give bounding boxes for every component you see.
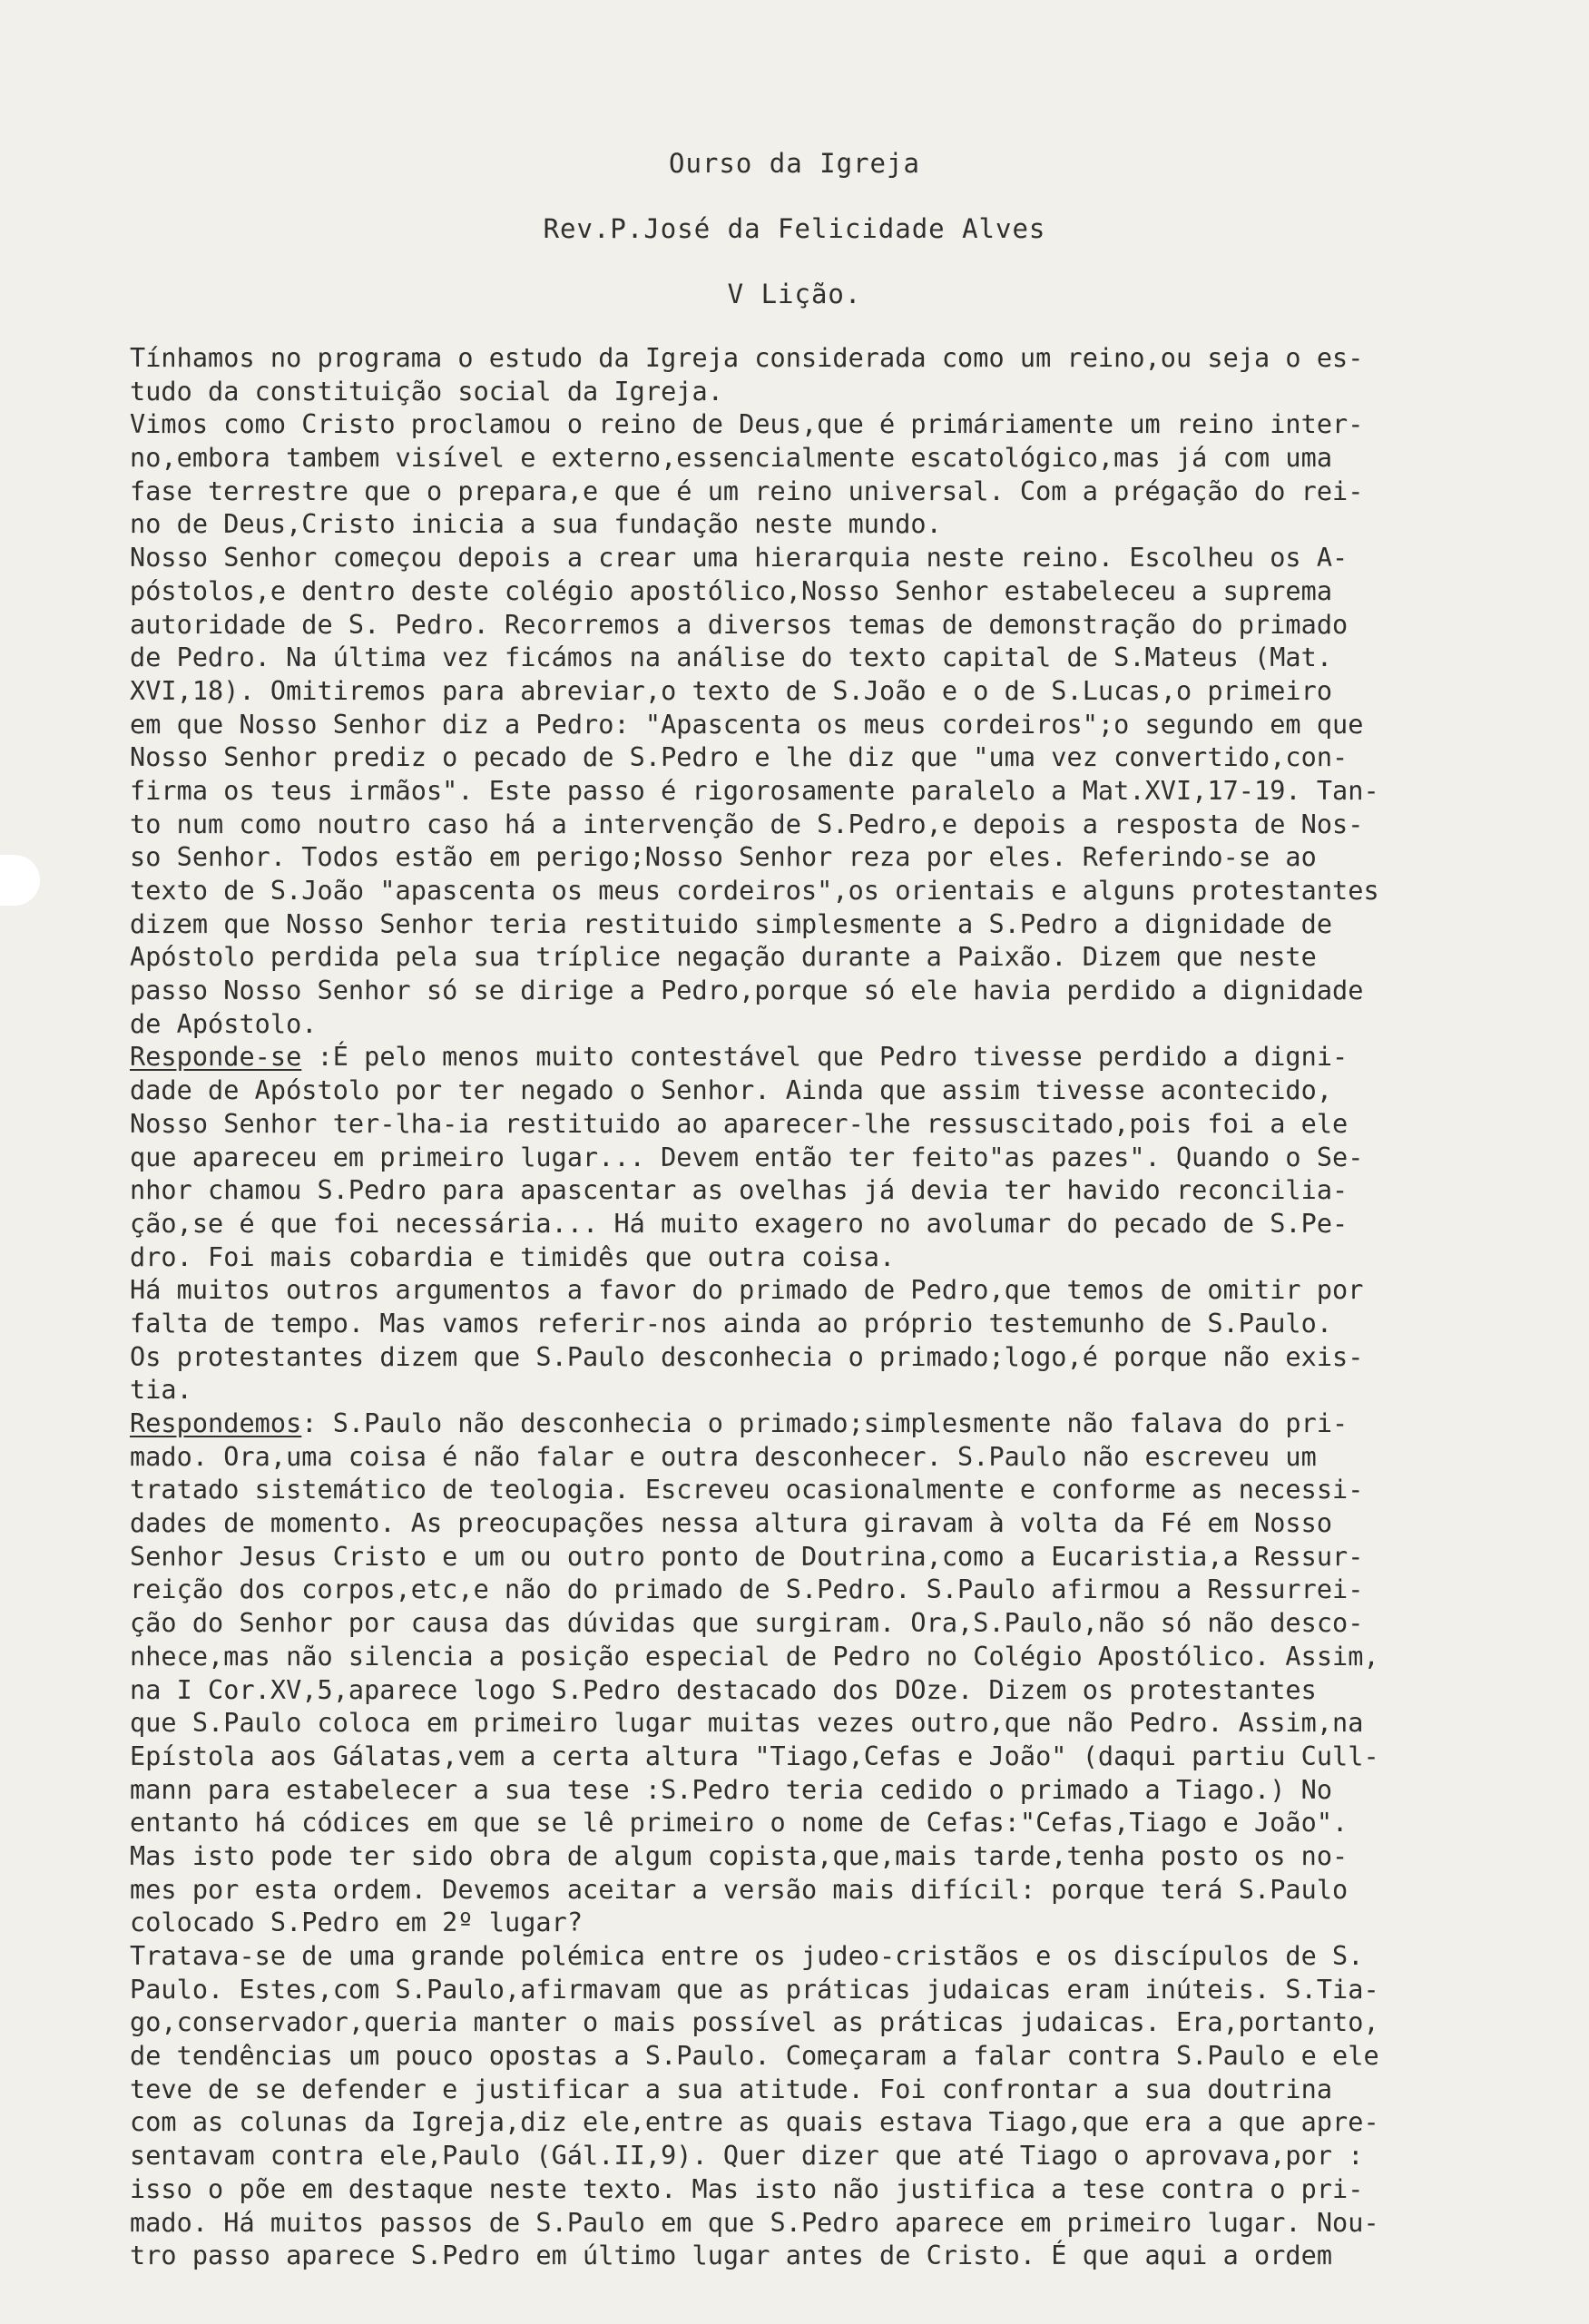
underlined-lead-word: Respondemos [130,1408,302,1438]
text-line: de Pedro. Na última vez ficámos na análise do texto capital de S.Mateus (Mat. [130,642,1333,673]
text-line: tia. [130,1375,192,1406]
text-line: sentavam contra ele,Paulo (Gál.II,9). Quer dizer que até Tiago o aprovava,por : [130,2141,1364,2172]
text-line: Os protestantes dizem que S.Paulo desconhecia o primado;logo,é porque não exis- [130,1341,1364,1372]
author-line: Rev.P.José da Felicidade Alves [543,213,1046,244]
text-line: falta de tempo. Mas vamos referir-nos ainda ao próprio testemunho de S.Paulo. [130,1308,1333,1339]
body-text [130,342,1536,2273]
text-line: Vimos como Cristo proclamou o reino de Deus,que é primáriamente um reino inter- [130,409,1364,440]
text-line: Tratava-se de uma grande polémica entre os judeo-cristãos e os discípulos de S. [130,1941,1364,1971]
line-rest: :É pelo menos muito contestável que Pedro tivesse perdido a digni- [301,1042,1349,1073]
text-line: texto de S.João "apascenta os meus cordeiros",os orientais e alguns protestantes [130,876,1379,906]
course-title: Ourso da Igreja [669,148,920,179]
text-line: nhece,mas não silencia a posição especial de Pedro no Colégio Apostólico. Assim, [130,1641,1379,1672]
text-line: firma os teus irmãos". Este passo é rigorosamente paralelo a Mat.XVI,17-19. Tan- [130,775,1379,806]
text-line: de tendências um pouco opostas a S.Paulo. Começaram a falar contra S.Paulo e ele [130,2041,1379,2072]
text-line: que S.Paulo coloca em primeiro lugar muitas vezes outro,que não Pedro. Assim,na [130,1708,1364,1739]
punch-hole [0,855,40,906]
text-line: Paulo. Estes,com S.Paulo,afirmavam que as práticas judaicas eram inúteis. S.Tia- [130,1974,1379,2005]
text-line: Apóstolo perdida pela sua tríplice negação durante a Paixão. Dizem que neste [130,942,1317,973]
text-line: dades de momento. As preocupações nessa altura giravam à volta da Fé em Nosso [130,1508,1333,1539]
text-line: teve de se defender e justificar a sua atitude. Foi confrontar a sua doutrina [130,2074,1333,2104]
text-line: to num como noutro caso há a intervenção de S.Pedro,e depois a resposta de Nos- [130,809,1364,839]
line-rest: : S.Paulo não desconhecia o primado;simplesmente não falava do pri- [301,1408,1349,1438]
text-line: mann para estabelecer a sua tese :S.Pedro teria cedido o primado a Tiago.) No [130,1774,1333,1805]
text-line: mado. Ora,uma coisa é não falar e outra desconhecer. S.Paulo não escreveu um [130,1441,1317,1472]
text-line: colocado S.Pedro em 2º lugar? [130,1907,584,1938]
text-line: reição dos corpos,etc,e não do primado de S.Pedro. S.Paulo afirmou a Ressurrei- [130,1574,1364,1605]
text-line: dizem que Nosso Senhor teria restituido simplesmente a S.Pedro a dignidade de [130,908,1333,939]
text-line: Epístola aos Gálatas,vem a certa altura "Tiago,Cefas e João" (daqui partiu Cull- [130,1741,1379,1771]
text-line: no de Deus,Cristo inicia a sua fundação neste mundo. [130,509,942,540]
text-line: em que Nosso Senhor diz a Pedro: "Apascenta os meus cordeiros";o segundo em que [130,709,1364,740]
text-line: Nosso Senhor ter-lha-ia restituido ao aparecer-lhe ressuscitado,pois foi a ele [130,1108,1349,1139]
text-line: dro. Foi mais cobardia e timidês que outra coisa. [130,1241,896,1272]
text-line [130,1407,1536,1441]
text-line: Nosso Senhor prediz o pecado de S.Pedro e lhe diz que "uma vez convertido,con- [130,742,1349,773]
text-line: Há muitos outros argumentos a favor do primado de Pedro,que temos de omitir por [130,1275,1364,1306]
text-line: no,embora tambem visível e externo,essencialmente escatológico,mas já com uma [130,443,1333,474]
text-line: Senhor Jesus Cristo e um ou outro ponto de Doutrina,como a Eucaristia,a Ressur- [130,1541,1364,1572]
lesson-number: V Lição. [727,279,862,309]
text-line: póstolos,e dentro deste colégio apostólico,Nosso Senhor estabeleceu a suprema [130,575,1333,606]
text-line: entanto há códices em que se lê primeiro o nome de Cefas:"Cefas,Tiago e João". [130,1808,1349,1839]
text-line: ção,se é que foi necessária... Há muito exagero no avolumar do pecado de S.Pe- [130,1208,1349,1239]
text-line: tratado sistemático de teologia. Escreveu ocasionalmente e conforme as necessi- [130,1475,1364,1505]
text-line: de Apóstolo. [130,1008,318,1039]
text-line: com as colunas da Igreja,diz ele,entre as quais estava Tiago,que era a que apre- [130,2107,1379,2138]
text-line: mes por esta ordem. Devemos aceitar a versão mais difícil: porque terá S.Paulo [130,1874,1349,1905]
text-line: mado. Há muitos passos de S.Paulo em que S.Pedro aparece em primeiro lugar. Nou- [130,2207,1379,2238]
text-line: tudo da constituição social da Igreja. [130,376,723,407]
text-line: dade de Apóstolo por ter negado o Senhor. Ainda que assim tivesse acontecido, [130,1075,1333,1106]
text-line: go,conservador,queria manter o mais possível as práticas judaicas. Era,portanto, [130,2007,1379,2038]
text-line: autoridade de S. Pedro. Recorremos a diversos temas de demonstração do primado [130,609,1349,640]
underlined-lead-word: Responde-se [130,1042,302,1073]
text-line: fase terrestre que o prepara,e que é um reino universal. Com a prégação do rei- [130,476,1364,506]
text-line: so Senhor. Todos estão em perigo;Nosso Senhor reza por eles. Referindo-se ao [130,842,1317,873]
text-line: isso o põe em destaque neste texto. Mas isto não justifica a tese contra o pri- [130,2173,1364,2204]
text-line: passo Nosso Senhor só se dirige a Pedro,porque só ele havia perdido a dignidade [130,976,1364,1006]
text-line: que apareceu em primeiro lugar... Devem então ter feito"as pazes". Quando o Se- [130,1142,1364,1172]
text-line: Mas isto pode ter sido obra de algum copista,que,mais tarde,tenha posto os no- [130,1840,1349,1871]
text-line [130,1041,1536,1074]
text-line: XVI,18). Omitiremos para abreviar,o texto de S.João e o de S.Lucas,o primeiro [130,675,1333,706]
text-line: tro passo aparece S.Pedro em último lugar antes de Cristo. É que aqui a ordem [130,2241,1333,2271]
text-line: na I Cor.XV,5,aparece logo S.Pedro destacado dos DOze. Dizem os protestantes [130,1674,1317,1705]
text-line: Nosso Senhor começou depois a crear uma hierarquia neste reino. Escolheu os A- [130,543,1349,574]
text-line: ção do Senhor por causa das dúvidas que surgiram. Ora,S.Paulo,não só não desco- [130,1608,1364,1639]
text-line: nhor chamou S.Pedro para apascentar as ovelhas já devia ter havido reconcilia- [130,1175,1349,1206]
text-line: Tínhamos no programa o estudo da Igreja considerada como um reino,ou seja o es- [130,343,1364,373]
